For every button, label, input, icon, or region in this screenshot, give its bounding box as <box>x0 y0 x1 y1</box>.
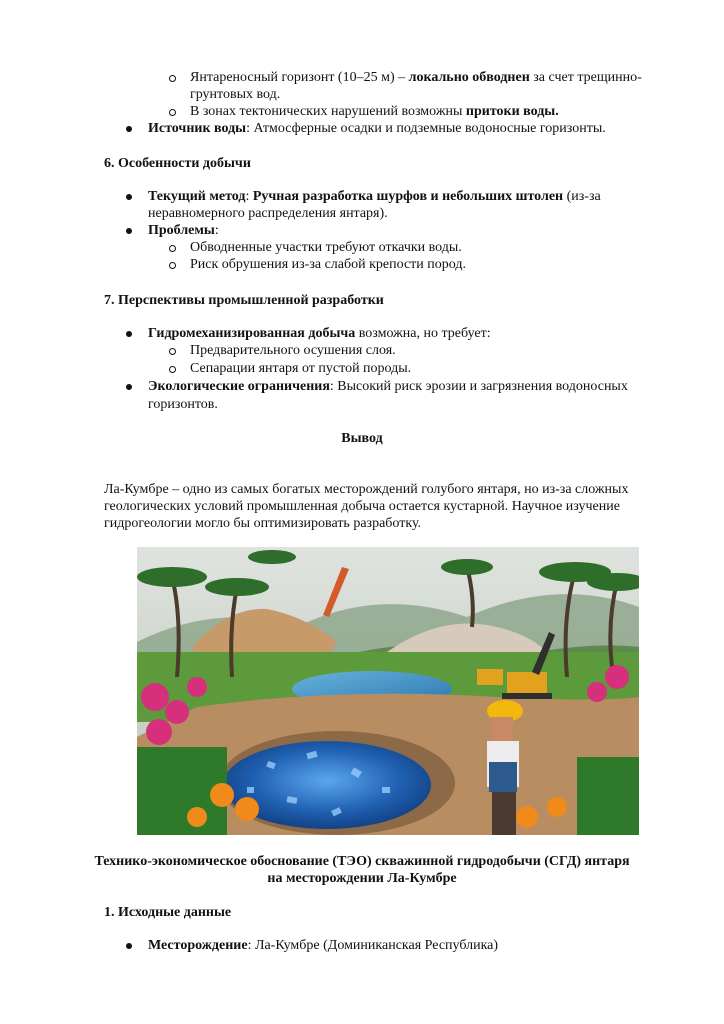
bullet-marker <box>126 194 132 200</box>
text-line: Источник воды: Атмосферные осадки и подземные водоносные горизонты. <box>148 121 606 136</box>
sub-bullet-marker <box>169 262 176 269</box>
text-line: Риск обрушения из-за слабой крепости пород. <box>190 257 467 272</box>
section-heading: 7. Перспективы промышленной разработки <box>104 293 384 308</box>
paragraph-line: Ла-Кумбре – одно из самых богатых месторождений голубого янтаря, но из-за сложных <box>104 482 629 497</box>
text-line: В зонах тектонических нарушений возможны притоки воды. <box>190 104 559 119</box>
text-line: неравномерного распределения янтаря). <box>148 206 388 221</box>
sub-bullet-marker <box>169 75 176 82</box>
paragraph-line: гидрогеологии могло бы оптимизировать разработку. <box>104 516 422 531</box>
text-line: Обводненные участки требуют откачки воды. <box>190 240 462 255</box>
teo-title: Технико-экономическое обоснование (ТЭО) скважинной гидродобычи (СГД) янтаря <box>94 854 630 869</box>
text-line: горизонтов. <box>148 397 218 412</box>
paragraph-line: геологических условий промышленная добыча остается кустарной. Научное изучение <box>104 499 620 514</box>
section-heading: 1. Исходные данные <box>104 905 232 920</box>
amber-mine-illustration <box>137 547 639 835</box>
sub-bullet-marker <box>169 109 176 116</box>
text-line: Текущий метод: Ручная разработка шурфов и небольших штолен (из-за <box>148 189 601 204</box>
text-line: Проблемы: <box>148 223 219 238</box>
text-line: Янтареносный горизонт (10–25 м) – локально обводнен за счет трещинно- <box>190 70 642 85</box>
bullet-marker <box>126 228 132 234</box>
bullet-marker <box>126 126 132 132</box>
bullet-marker <box>126 943 132 949</box>
conclusion-heading: Вывод <box>341 431 383 446</box>
teo-title: на месторождении Ла-Кумбре <box>267 871 457 886</box>
bullet-marker <box>126 331 132 337</box>
bullet-marker <box>126 384 132 390</box>
text-line: Экологические ограничения: Высокий риск эрозии и загрязнения водоносных <box>148 379 628 394</box>
illustration-svg <box>137 547 639 835</box>
sub-bullet-marker <box>169 245 176 252</box>
text-line: Гидромеханизированная добыча возможна, но требует: <box>148 326 491 341</box>
section-heading: 6. Особенности добычи <box>104 156 251 171</box>
text-line: Предварительного осушения слоя. <box>190 343 396 358</box>
sub-bullet-marker <box>169 366 176 373</box>
text-line: Сепарации янтаря от пустой породы. <box>190 361 412 376</box>
text-line: грунтовых вод. <box>190 87 281 102</box>
text-line: Месторождение: Ла-Кумбре (Доминиканская Республика) <box>148 938 499 953</box>
sub-bullet-marker <box>169 348 176 355</box>
